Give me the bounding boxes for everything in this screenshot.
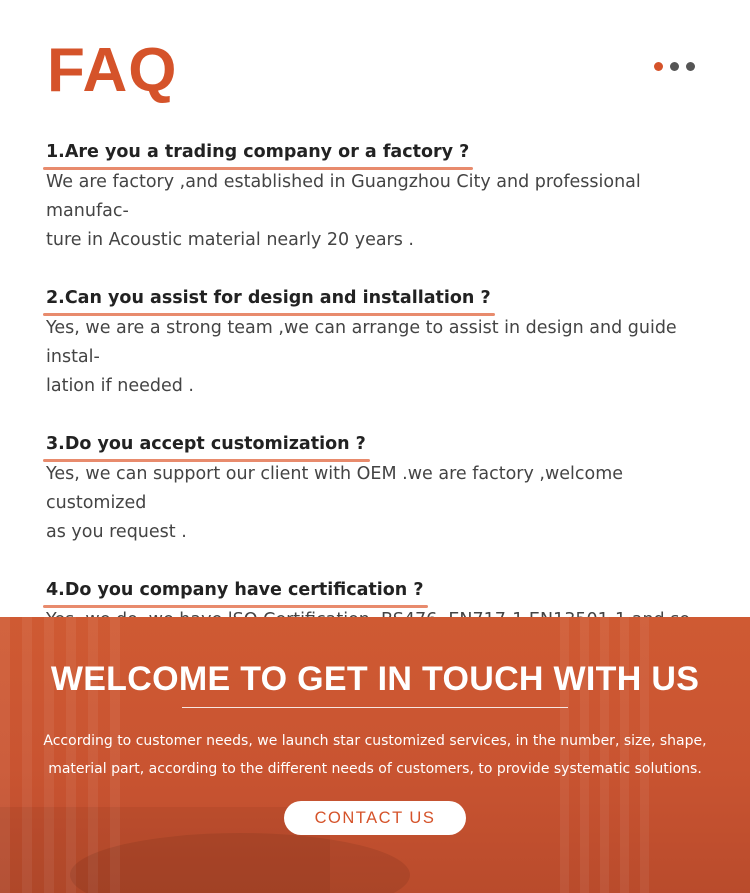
contact-us-button[interactable]: CONTACT US [284,801,466,835]
faq-question: 3.Do you accept customization ? [46,434,366,454]
faq-answer-line: ture in Acoustic material nearly 20 years . [46,230,414,250]
faq-answer-line: as you request . [46,522,187,542]
faq-question-underline [46,431,366,457]
contact-title: WELCOME TO GET IN TOUCH WITH US [50,660,700,698]
faq-answer-line: lation if needed . [46,376,194,396]
pagination-dots[interactable] [654,62,695,71]
pagination-dot-3[interactable] [686,62,695,71]
pagination-dot-2[interactable] [670,62,679,71]
faq-question: 1.Are you a trading company or a factory ? [46,142,470,162]
faq-item [46,285,706,401]
contact-description-line: According to customer needs, we launch star customized services, in the number, size, shape, [43,733,707,749]
faq-item [46,431,706,547]
contact-description-line: material part, according to the different needs of customers, to provide systematic solutions. [48,761,702,777]
faq-item [46,139,706,255]
faq-answer [46,460,706,547]
faq-question-underline [46,285,491,311]
faq-answer-line: We are factory ,and established in Guangzhou City and professional manufac- [46,172,641,221]
contact-banner [0,617,750,893]
faq-answer [46,168,706,255]
faq-list [46,139,706,694]
pagination-dot-1[interactable] [654,62,663,71]
faq-question: 4.Do you company have certification ? [46,580,424,600]
faq-question: 2.Can you assist for design and installation ? [46,288,491,308]
faq-answer-line: Yes, we can support our client with OEM .we are factory ,welcome customized [46,464,624,513]
faq-answer [46,314,706,401]
faq-title: FAQ [47,36,178,105]
contact-divider [182,707,568,708]
faq-question-underline [46,139,469,165]
faq-answer-line: Yes, we are a strong team ,we can arrange to assist in design and guide instal- [46,318,677,367]
contact-description [20,727,730,783]
faq-question-underline [46,577,424,603]
